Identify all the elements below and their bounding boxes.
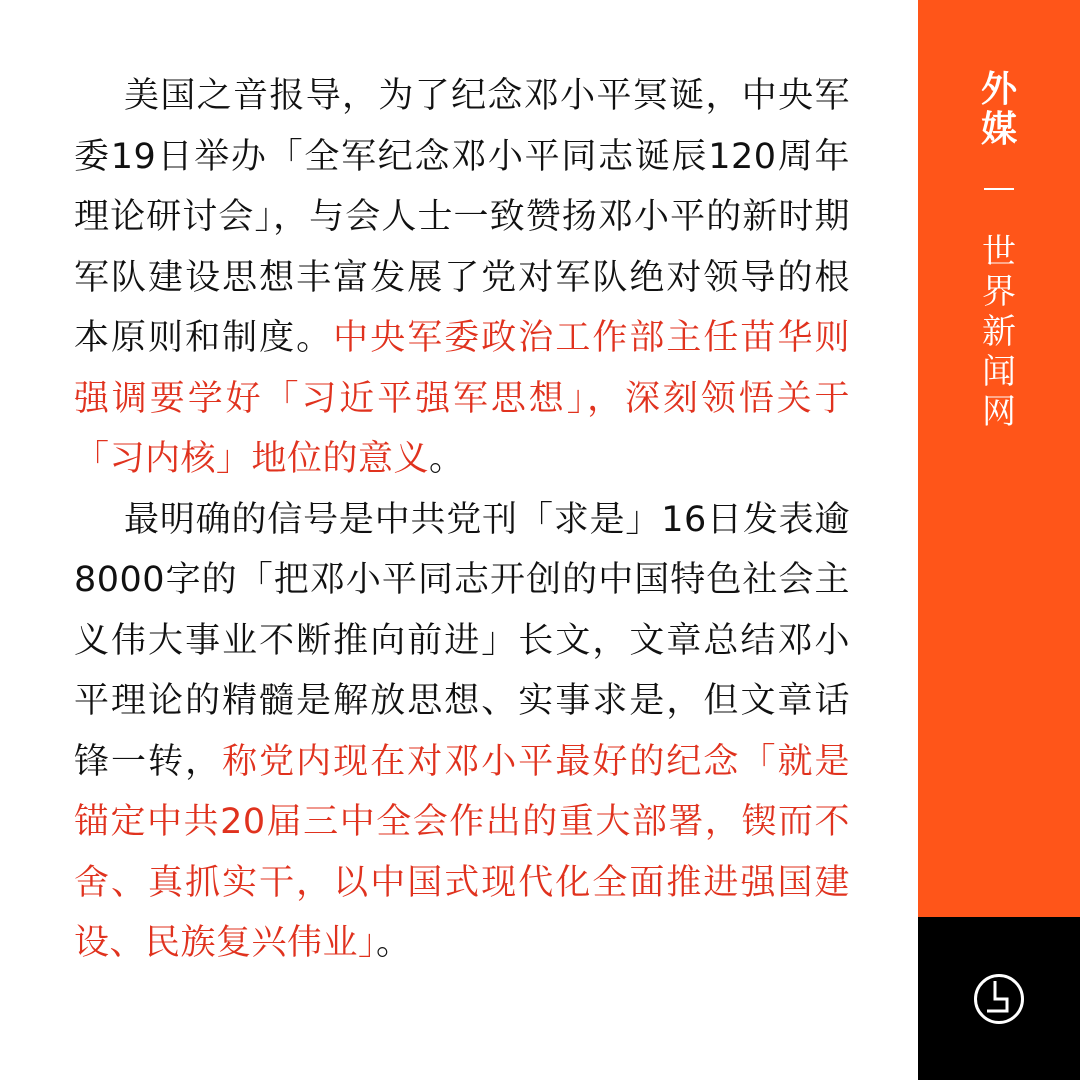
source-char: 世 — [982, 232, 1016, 272]
category-tag-char: 外 — [980, 69, 1017, 110]
footer-logo-box — [918, 917, 1080, 1080]
paragraph-2-text: 最明确的信号是中共党刊「求是」16日发表逾8000字的「把邓小平同志开创的中国特色社会主义伟大事业不断推向前进」长文，文章总结邓小平理论的精髓是解放思想、实事求是，但文章话锋一转， — [74, 499, 850, 782]
circle-logo-icon — [973, 973, 1025, 1025]
paragraph-2-end: 。 — [376, 923, 412, 963]
category-tag-char: 媒 — [980, 109, 1017, 150]
source-char: 闻 — [982, 352, 1016, 392]
paragraph-1-highlight: 中央军委政治工作部主任苗华则强调要学好「习近平强军思想」，深刻领悟关于「习内核」地位的意义 — [74, 318, 850, 479]
sidebar — [918, 0, 1080, 917]
category-tag — [918, 70, 1080, 150]
paragraph-2 — [74, 490, 850, 974]
paragraph-1-end: 。 — [429, 439, 465, 479]
divider-dash — [984, 188, 1014, 190]
source-char: 新 — [982, 312, 1016, 352]
article-body — [74, 66, 850, 974]
paragraph-1-text: 美国之音报导，为了纪念邓小平冥诞，中央军委19日举办「全军纪念邓小平同志诞辰120周年理论研讨会」，与会人士一致赞扬邓小平的新时期军队建设思想丰富发展了党对军队绝对领导的根本原则和制度。 — [74, 76, 850, 358]
source-name — [918, 232, 1080, 432]
source-char: 界 — [982, 272, 1016, 312]
paragraph-1 — [74, 66, 850, 490]
source-char: 网 — [982, 392, 1016, 432]
paragraph-2-highlight: 称党内现在对邓小平最好的纪念「就是锚定中共20届三中全会作出的重大部署，锲而不舍、真抓实干，以中国式现代化全面推进强国建设、民族复兴伟业」 — [74, 741, 850, 963]
